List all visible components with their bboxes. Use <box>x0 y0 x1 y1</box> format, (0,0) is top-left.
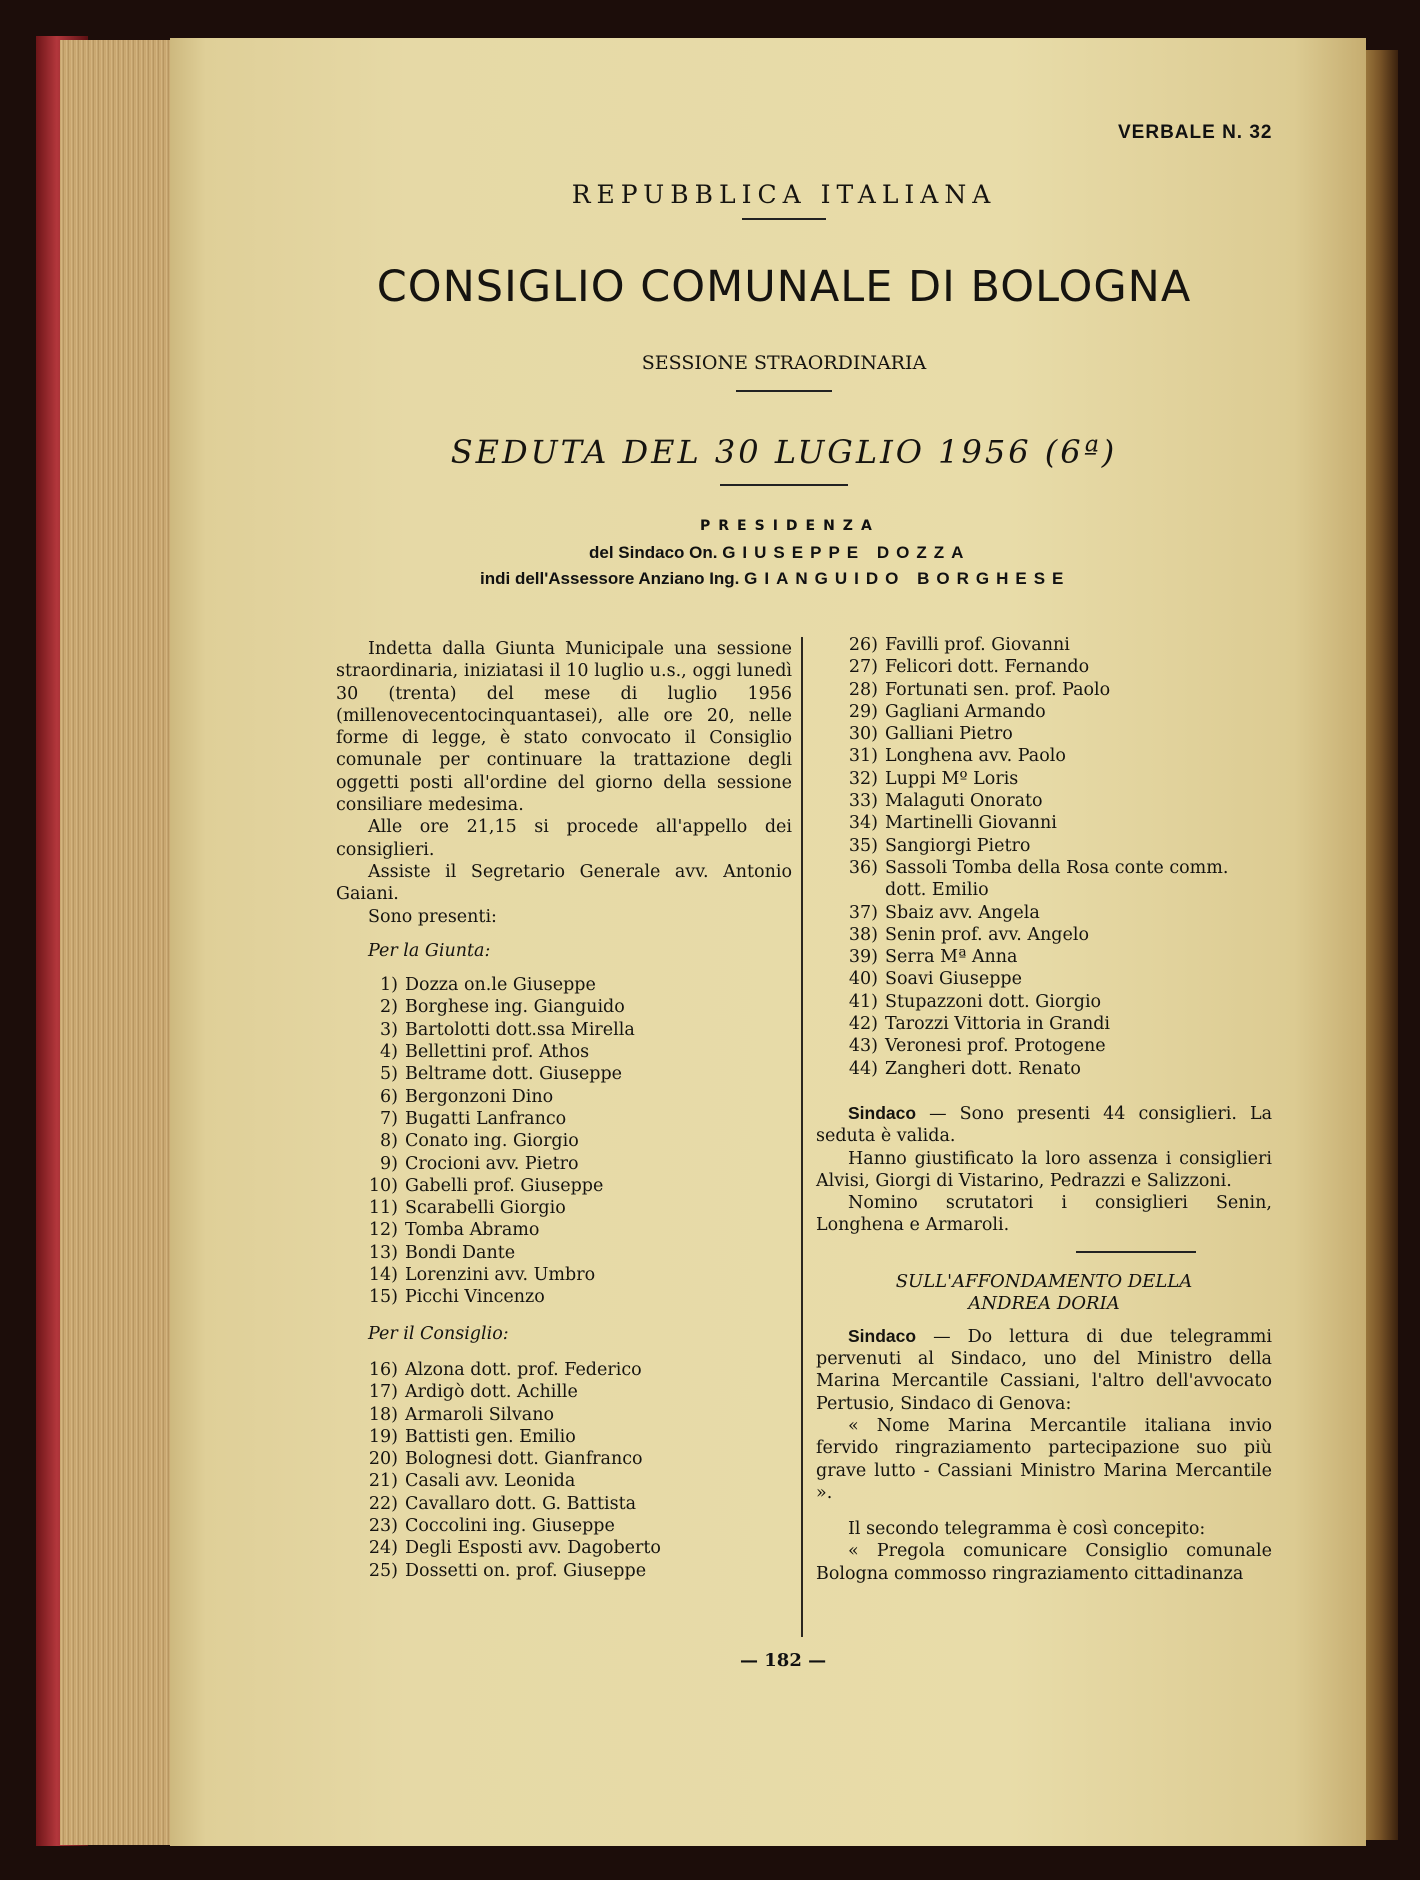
list-item-number: 39) <box>848 947 878 968</box>
list-item-name: Sbaiz avv. Angela <box>885 902 1040 923</box>
list-item <box>336 1404 792 1426</box>
list-item-number: 9) <box>380 1153 398 1174</box>
list-item-name: Picchi Vincenzo <box>405 1287 545 1308</box>
list-item <box>336 1448 792 1470</box>
list-item <box>336 1493 792 1515</box>
list-item-number: 25) <box>368 1560 398 1581</box>
list-item-number: 19) <box>368 1426 398 1447</box>
list-item-number: 1) <box>380 975 398 996</box>
list-item <box>816 924 1272 946</box>
list-item-number: 10) <box>368 1175 398 1196</box>
list-item-name: Lorenzini avv. Umbro <box>405 1265 596 1286</box>
list-item-name: Dossetti on. prof. Giuseppe <box>405 1560 647 1581</box>
list-item-name: Degli Esposti avv. Dagoberto <box>405 1538 661 1559</box>
list-item-number: 23) <box>368 1515 398 1536</box>
list-item <box>336 1041 792 1063</box>
list-item <box>336 1359 792 1381</box>
list-item <box>336 996 792 1018</box>
list-item-name: Serra Mª Anna <box>885 947 1018 968</box>
list-item <box>336 1175 792 1197</box>
list-item-name: Gagliani Armando <box>885 701 1046 722</box>
list-item-number: 8) <box>380 1131 398 1152</box>
giustificato-paragraph: Hanno giustificato la loro assenza i consiglieri Alvisi, Giorgi di Vistarino, Pedrazzi e Salizzoni. <box>816 1148 1272 1191</box>
list-item-name: Casali avv. Leonida <box>405 1471 576 1492</box>
list-item <box>816 790 1272 812</box>
list-item <box>336 1426 792 1448</box>
telegram-1: « Nome Marina Mercantile italiana invio fervido ringraziamento partecipazione suo più grave lutto - Cassiani Ministro Marina Mercantile ». <box>816 1415 1272 1503</box>
headline-line-2: ANDREA DORIA <box>968 1292 1120 1314</box>
list-item-name: Felicori dott. Fernando <box>885 657 1090 678</box>
list-item-number: 42) <box>848 1014 878 1035</box>
presidency-name-1: GIUSEPPE DOZZA <box>722 543 971 562</box>
list-item-name: Cavallaro dott. G. Battista <box>405 1493 637 1514</box>
presidency-line-2 <box>480 569 1070 589</box>
list-item <box>336 1242 792 1264</box>
list-item-name: Stupazzoni dott. Giorgio <box>885 991 1102 1012</box>
list-item-name: Martinelli Giovanni <box>885 813 1057 834</box>
list-item-number: 3) <box>380 1019 398 1040</box>
list-item <box>816 679 1272 701</box>
list-item-number: 11) <box>368 1198 398 1219</box>
list-item-name: Sassoli Tomba della Rosa conte comm. <box>885 857 1229 878</box>
divider <box>736 390 832 392</box>
list-item-name: Bolognesi dott. Gianfranco <box>405 1449 643 1470</box>
republic-heading: REPUBBLICA ITALIANA <box>571 180 997 209</box>
list-item-name: Bergonzoni Dino <box>405 1086 554 1107</box>
presidency-name-2: GIANGUIDO BORGHESE <box>744 569 1071 588</box>
list-item <box>336 1197 792 1219</box>
list-item-number: 26) <box>848 635 878 655</box>
list-item-number: 40) <box>848 969 878 990</box>
list-item-name: Borghese ing. Gianguido <box>405 997 625 1018</box>
list-item-name: dott. Emilio <box>885 880 989 901</box>
list-item <box>816 902 1272 924</box>
list-item <box>336 1130 792 1152</box>
consiglio-label: Per il Consiglio: <box>368 1323 509 1344</box>
list-item-number: 30) <box>848 724 878 745</box>
list-item <box>336 1470 792 1492</box>
list-item <box>816 701 1272 723</box>
presidency-prefix-2: indi dell'Assessore Anziano Ing. <box>480 569 740 588</box>
list-item <box>816 879 1272 901</box>
list-item <box>816 991 1272 1013</box>
assiste-paragraph: Assiste il Segretario Generale avv. Antonio Gaiani. <box>336 861 792 905</box>
list-item-number: 38) <box>848 924 878 945</box>
list-item <box>816 656 1272 678</box>
list-item-number: 32) <box>848 768 878 789</box>
list-item <box>816 946 1272 968</box>
list-item <box>336 974 792 996</box>
giunta-label: Per la Giunta: <box>368 940 491 961</box>
sindaco-text-1: — Sono presenti 44 consiglieri. La seduta è valida. <box>816 1103 1272 1147</box>
list-item <box>816 634 1272 656</box>
presidency-prefix-1: del Sindaco On. <box>589 543 718 562</box>
list-item-number: 28) <box>848 679 878 700</box>
list-item <box>336 1219 792 1241</box>
list-item-number: 6) <box>380 1086 398 1107</box>
list-item <box>336 1153 792 1175</box>
divider <box>720 484 848 486</box>
list-item-number: 13) <box>368 1242 398 1263</box>
sindaco-text-2: — Do lettura di due telegrammi pervenuti al Sindaco, uno del Ministro della Marina Mercantile Cassiani, l'altro dell'avvocato Pertusio, Sindaco di Genova: <box>816 1326 1272 1414</box>
list-item-name: Crocioni avv. Pietro <box>405 1153 579 1174</box>
consiglio-list-left <box>336 1359 792 1582</box>
seduta-title: SEDUTA DEL 30 LUGLIO 1956 (6ª) <box>450 433 1118 471</box>
list-item <box>336 1560 792 1582</box>
page-number: — 182 — <box>740 1650 827 1671</box>
consiglio-list-right <box>816 634 1272 1080</box>
list-item <box>336 1264 792 1286</box>
list-item <box>336 1019 792 1041</box>
sindaco-paragraph-1 <box>816 1102 1272 1148</box>
list-item <box>816 1013 1272 1035</box>
session-title: SESSIONE STRAORDINARIA <box>641 352 927 374</box>
list-item-number: 12) <box>368 1220 398 1241</box>
list-item-name: Sangiorgi Pietro <box>885 835 1031 856</box>
presenti-paragraph: Sono presenti: <box>368 906 497 927</box>
list-item <box>816 745 1272 767</box>
list-item-name: Bellettini prof. Athos <box>405 1042 590 1063</box>
list-item <box>816 1058 1272 1080</box>
list-item-name: Ardigò dott. Achille <box>405 1382 578 1403</box>
list-item-number: 14) <box>368 1265 398 1286</box>
list-item-number: 27) <box>848 657 878 678</box>
list-item-name: Bugatti Lanfranco <box>405 1108 567 1129</box>
list-item-name: Longhena avv. Paolo <box>885 746 1066 767</box>
list-item-number: 7) <box>380 1108 398 1129</box>
list-item-number: 20) <box>368 1449 398 1470</box>
list-item-name: Galliani Pietro <box>885 724 1013 745</box>
divider <box>742 218 826 220</box>
appello-paragraph: Alle ore 21,15 si procede all'appello dei consiglieri. <box>336 817 792 860</box>
list-item-name: Malaguti Onorato <box>885 791 1043 812</box>
list-item-number: 16) <box>368 1359 398 1380</box>
column-divider <box>801 637 803 1637</box>
verbale-number: VERBALE N. 32 <box>1118 122 1273 143</box>
list-item-name: Bondi Dante <box>405 1242 516 1263</box>
sindaco-paragraph-2 <box>816 1325 1272 1415</box>
list-item-number: 41) <box>848 991 878 1012</box>
list-item <box>336 1108 792 1130</box>
list-item-name: Veronesi prof. Protogene <box>885 1036 1106 1057</box>
sindaco-label: Sindaco <box>848 1102 917 1123</box>
telegram-2: « Pregola comunicare Consiglio comunale Bologna commosso ringraziamento cittadinanza <box>816 1541 1272 1584</box>
right-column <box>816 634 1272 1585</box>
list-item-name: Alzona dott. prof. Federico <box>405 1359 642 1380</box>
list-item-name: Fortunati sen. prof. Paolo <box>885 679 1111 700</box>
giunta-list <box>336 974 792 1308</box>
list-item <box>816 1035 1272 1057</box>
list-item-number: 37) <box>848 902 878 923</box>
list-item-name: Battisti gen. Emilio <box>405 1426 576 1447</box>
list-item-number: 15) <box>368 1287 398 1308</box>
list-item-name: Soavi Giuseppe <box>885 969 1022 990</box>
list-item-number: 33) <box>848 791 878 812</box>
intro-paragraph: Indetta dalla Giunta Municipale una sessione straordinaria, iniziatasi il 10 luglio u.s., oggi lunedì 30 (trenta) del mese di luglio 1956 (millenovecentocinquantasei), alle ore 20, nelle forme di legge, è stato convocato il Consiglio comunale per continuare la trattazione degli oggetti posti all'ordine del giorno della sessione consiliare medesima. <box>336 639 792 816</box>
list-item <box>336 1286 792 1308</box>
list-item-name: Tomba Abramo <box>405 1220 540 1241</box>
list-item-number: 29) <box>848 701 878 722</box>
presidency-line-1 <box>589 543 970 563</box>
list-item <box>336 1515 792 1537</box>
list-item-number: 31) <box>848 746 878 767</box>
list-item <box>336 1063 792 1085</box>
list-item-number: 4) <box>380 1042 398 1063</box>
list-item-name: Zangheri dott. Renato <box>885 1058 1081 1079</box>
list-item-number: 5) <box>380 1064 398 1085</box>
list-item <box>816 812 1272 834</box>
list-item-name: Bartolotti dott.ssa Mirella <box>405 1019 635 1040</box>
list-item <box>336 1086 792 1108</box>
list-item <box>816 857 1272 879</box>
divider <box>1076 1251 1196 1253</box>
list-item <box>816 835 1272 857</box>
list-item-number: 2) <box>380 997 398 1018</box>
list-item-name: Favilli prof. Giovanni <box>885 635 1070 655</box>
list-item <box>336 1381 792 1403</box>
list-item-number: 24) <box>368 1538 398 1559</box>
list-item <box>816 768 1272 790</box>
list-item-number: 18) <box>368 1404 398 1425</box>
list-item-name: Luppi Mº Loris <box>885 768 1019 789</box>
list-item-name: Gabelli prof. Giuseppe <box>405 1175 604 1196</box>
list-item-name: Dozza on.le Giuseppe <box>405 975 596 996</box>
list-item-name: Tarozzi Vittoria in Grandi <box>885 1014 1111 1035</box>
page-stack <box>60 40 178 1845</box>
list-item-number: 36) <box>848 857 878 878</box>
list-item <box>816 723 1272 745</box>
list-item-name: Conato ing. Giorgio <box>405 1131 579 1152</box>
headline-line-1: SULL'AFFONDAMENTO DELLA <box>895 1270 1193 1292</box>
left-column <box>336 638 792 1582</box>
list-item <box>816 968 1272 990</box>
list-item-name: Armaroli Silvano <box>405 1404 554 1425</box>
sindaco-label-2: Sindaco <box>848 1325 917 1346</box>
list-item-number: 22) <box>368 1493 398 1514</box>
presidency-title: PRESIDENZA <box>700 518 880 534</box>
list-item-number: 17) <box>368 1382 398 1403</box>
scrutatori-paragraph: Nomino scrutatori i consiglieri Senin, Longhena e Armaroli. <box>816 1193 1272 1236</box>
list-item-name: Senin prof. avv. Angelo <box>885 924 1089 945</box>
list-item-number: 21) <box>368 1471 398 1492</box>
list-item-number: 34) <box>848 813 878 834</box>
second-telegram-intro: Il secondo telegramma è così concepito: <box>848 1519 1206 1540</box>
list-item <box>336 1537 792 1559</box>
list-item-number: 35) <box>848 835 878 856</box>
list-item-number: 43) <box>848 1036 878 1057</box>
list-item-number <box>834 879 878 901</box>
list-item-name: Beltrame dott. Giuseppe <box>405 1064 623 1085</box>
list-item-name: Scarabelli Giorgio <box>405 1198 566 1219</box>
list-item-number: 44) <box>848 1058 878 1079</box>
council-title: CONSIGLIO COMUNALE DI BOLOGNA <box>376 262 1192 312</box>
list-item-name: Coccolini ing. Giuseppe <box>405 1515 615 1536</box>
